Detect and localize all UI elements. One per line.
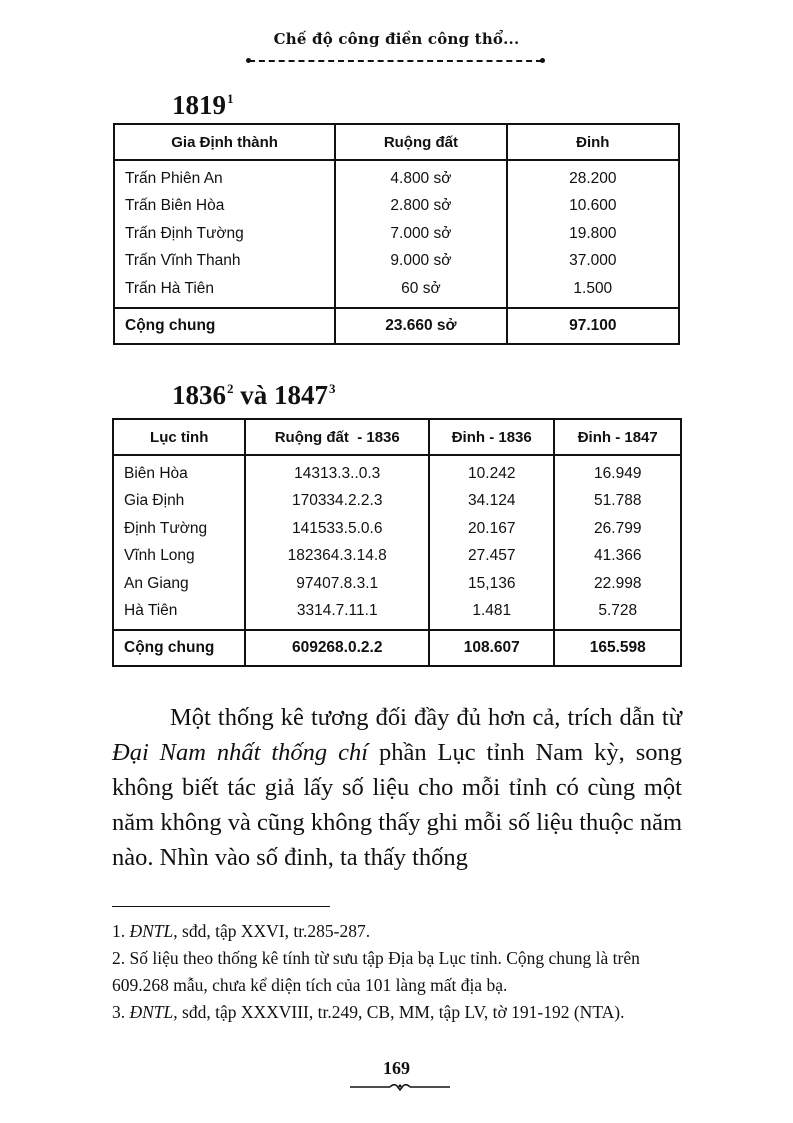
footnote-divider [112,906,330,907]
paragraph-text: Một thống kê tương đối đầy đủ hơn cả, trích dẫn từ [170,704,682,731]
column-header: Đinh - 1836 [429,419,554,455]
cell-total-dinh: 97.100 [507,308,679,344]
body-text [112,700,682,875]
table-row [113,515,681,543]
page-number: 169 [383,1058,410,1078]
footnote-item [112,918,686,945]
table-row [113,598,681,631]
cell-dinh-1847: 41.366 [554,543,681,571]
footnote-ref[interactable]: 1 [227,91,234,106]
cell-dinh-1836: 34.124 [429,488,554,516]
table-header-row [114,124,679,160]
footnote-number: 3. [112,1002,130,1022]
table-row [114,220,679,248]
footnote-number: 2. [112,948,130,968]
cell-land-1836: 14313.3..0.3 [245,455,429,488]
cell-land: 4.800 sở [335,160,506,193]
cell-province: Hà Tiên [113,598,245,631]
cell-province: Vĩnh Long [113,543,245,571]
footnote-source: ĐNTL [129,921,174,941]
cell-total-label: Cộng chung [113,630,245,666]
cell-dinh-1847: 51.788 [554,488,681,516]
cell-land: 60 sở [335,275,506,308]
column-header: Gia Định thành [114,124,335,160]
table-header-row [113,419,681,455]
cell-dinh: 28.200 [507,160,679,193]
cell-province: An Giang [113,570,245,598]
paragraph-text: phần Lục tỉnh Nam kỳ, song không biết tác giả lấy số liệu cho mỗi tỉnh có cùng một năm không và cũng không thấy ghi mỗi số liệu thuộc năm nào. Nhìn vào số đinh, ta thấy thống [112,739,682,871]
cell-dinh-1836: 27.457 [429,543,554,571]
cell-region: Trấn Phiên An [114,160,335,193]
section-title-1836-1847 [172,382,336,409]
cell-province: Biên Hòa [113,455,245,488]
section-title-1819 [172,92,234,119]
footnotes [112,918,686,1026]
cell-dinh-1836: 10.242 [429,455,554,488]
cell-total-land: 23.660 sở [335,308,506,344]
cell-dinh-1836: 15,136 [429,570,554,598]
cell-dinh: 1.500 [507,275,679,308]
cell-region: Trấn Hà Tiên [114,275,335,308]
cell-dinh-1836: 1.481 [429,598,554,631]
cell-dinh-1847: 16.949 [554,455,681,488]
footnote-text: Số liệu theo thống kê tính từ sưu tập Địa bạ Lục tỉnh. Cộng chung là trên 609.268 mẫu, chưa kể diện tích của 101 làng mất địa bạ. [112,948,640,995]
table-total-row [114,308,679,344]
cell-land-1836: 170334.2.2.3 [245,488,429,516]
footnote-ref[interactable]: 2 [227,381,234,396]
cell-region: Trấn Biên Hòa [114,193,335,221]
cell-dinh: 10.600 [507,193,679,221]
cell-land-1836: 141533.5.0.6 [245,515,429,543]
table-row [114,160,679,193]
column-header: Đinh - 1847 [554,419,681,455]
running-head: Chế độ công điền công thổ... [273,30,520,48]
table-row [113,455,681,488]
cell-region: Trấn Định Tường [114,220,335,248]
paragraph [112,700,682,875]
table-row [114,193,679,221]
table-1836-1847 [112,418,682,667]
cell-land-1836: 97407.8.3.1 [245,570,429,598]
cell-land-1836: 182364.3.14.8 [245,543,429,571]
cell-total-land: 609268.0.2.2 [245,630,429,666]
table-row [113,543,681,571]
cell-province: Định Tường [113,515,245,543]
cell-dinh-1847: 26.799 [554,515,681,543]
cell-total-label: Cộng chung [114,308,335,344]
footnote-text: , sđd, tập XXXVIII, tr.249, CB, MM, tập LV, tờ 191-192 (NTA). [173,1002,625,1022]
footnote-item [112,945,686,999]
page-ornament-icon [350,1082,450,1092]
table-row [114,248,679,276]
footnote-text: , sđd, tập XXVI, tr.285-287. [173,921,371,941]
column-header: Ruộng đất [335,124,506,160]
cell-land: 9.000 sở [335,248,506,276]
section-year: 1847 [274,380,328,410]
cell-province: Gia Định [113,488,245,516]
table-row [113,488,681,516]
header-dashed-rule [249,60,542,62]
cell-dinh-1847: 22.998 [554,570,681,598]
cell-total-dinh-1836: 108.607 [429,630,554,666]
cell-total-dinh-1847: 165.598 [554,630,681,666]
cell-land: 7.000 sở [335,220,506,248]
footnote-source: ĐNTL [129,1002,174,1022]
cell-dinh: 37.000 [507,248,679,276]
cell-region: Trấn Vĩnh Thanh [114,248,335,276]
book-title: Đại Nam nhất thống chí [112,739,369,766]
table-total-row [113,630,681,666]
cell-land-1836: 3314.7.11.1 [245,598,429,631]
section-join: và [233,380,274,410]
column-header: Lục tỉnh [113,419,245,455]
cell-dinh: 19.800 [507,220,679,248]
cell-dinh-1836: 20.167 [429,515,554,543]
footnote-item [112,999,686,1026]
table-row [114,275,679,308]
column-header: Đinh [507,124,679,160]
table-row [113,570,681,598]
table-1819 [113,123,680,345]
footnote-ref[interactable]: 3 [329,381,336,396]
section-year: 1836 [172,380,226,410]
footnote-number: 1. [112,921,130,941]
cell-land: 2.800 sở [335,193,506,221]
section-year: 1819 [172,90,226,120]
column-header: Ruộng đất - 1836 [245,419,429,455]
cell-dinh-1847: 5.728 [554,598,681,631]
